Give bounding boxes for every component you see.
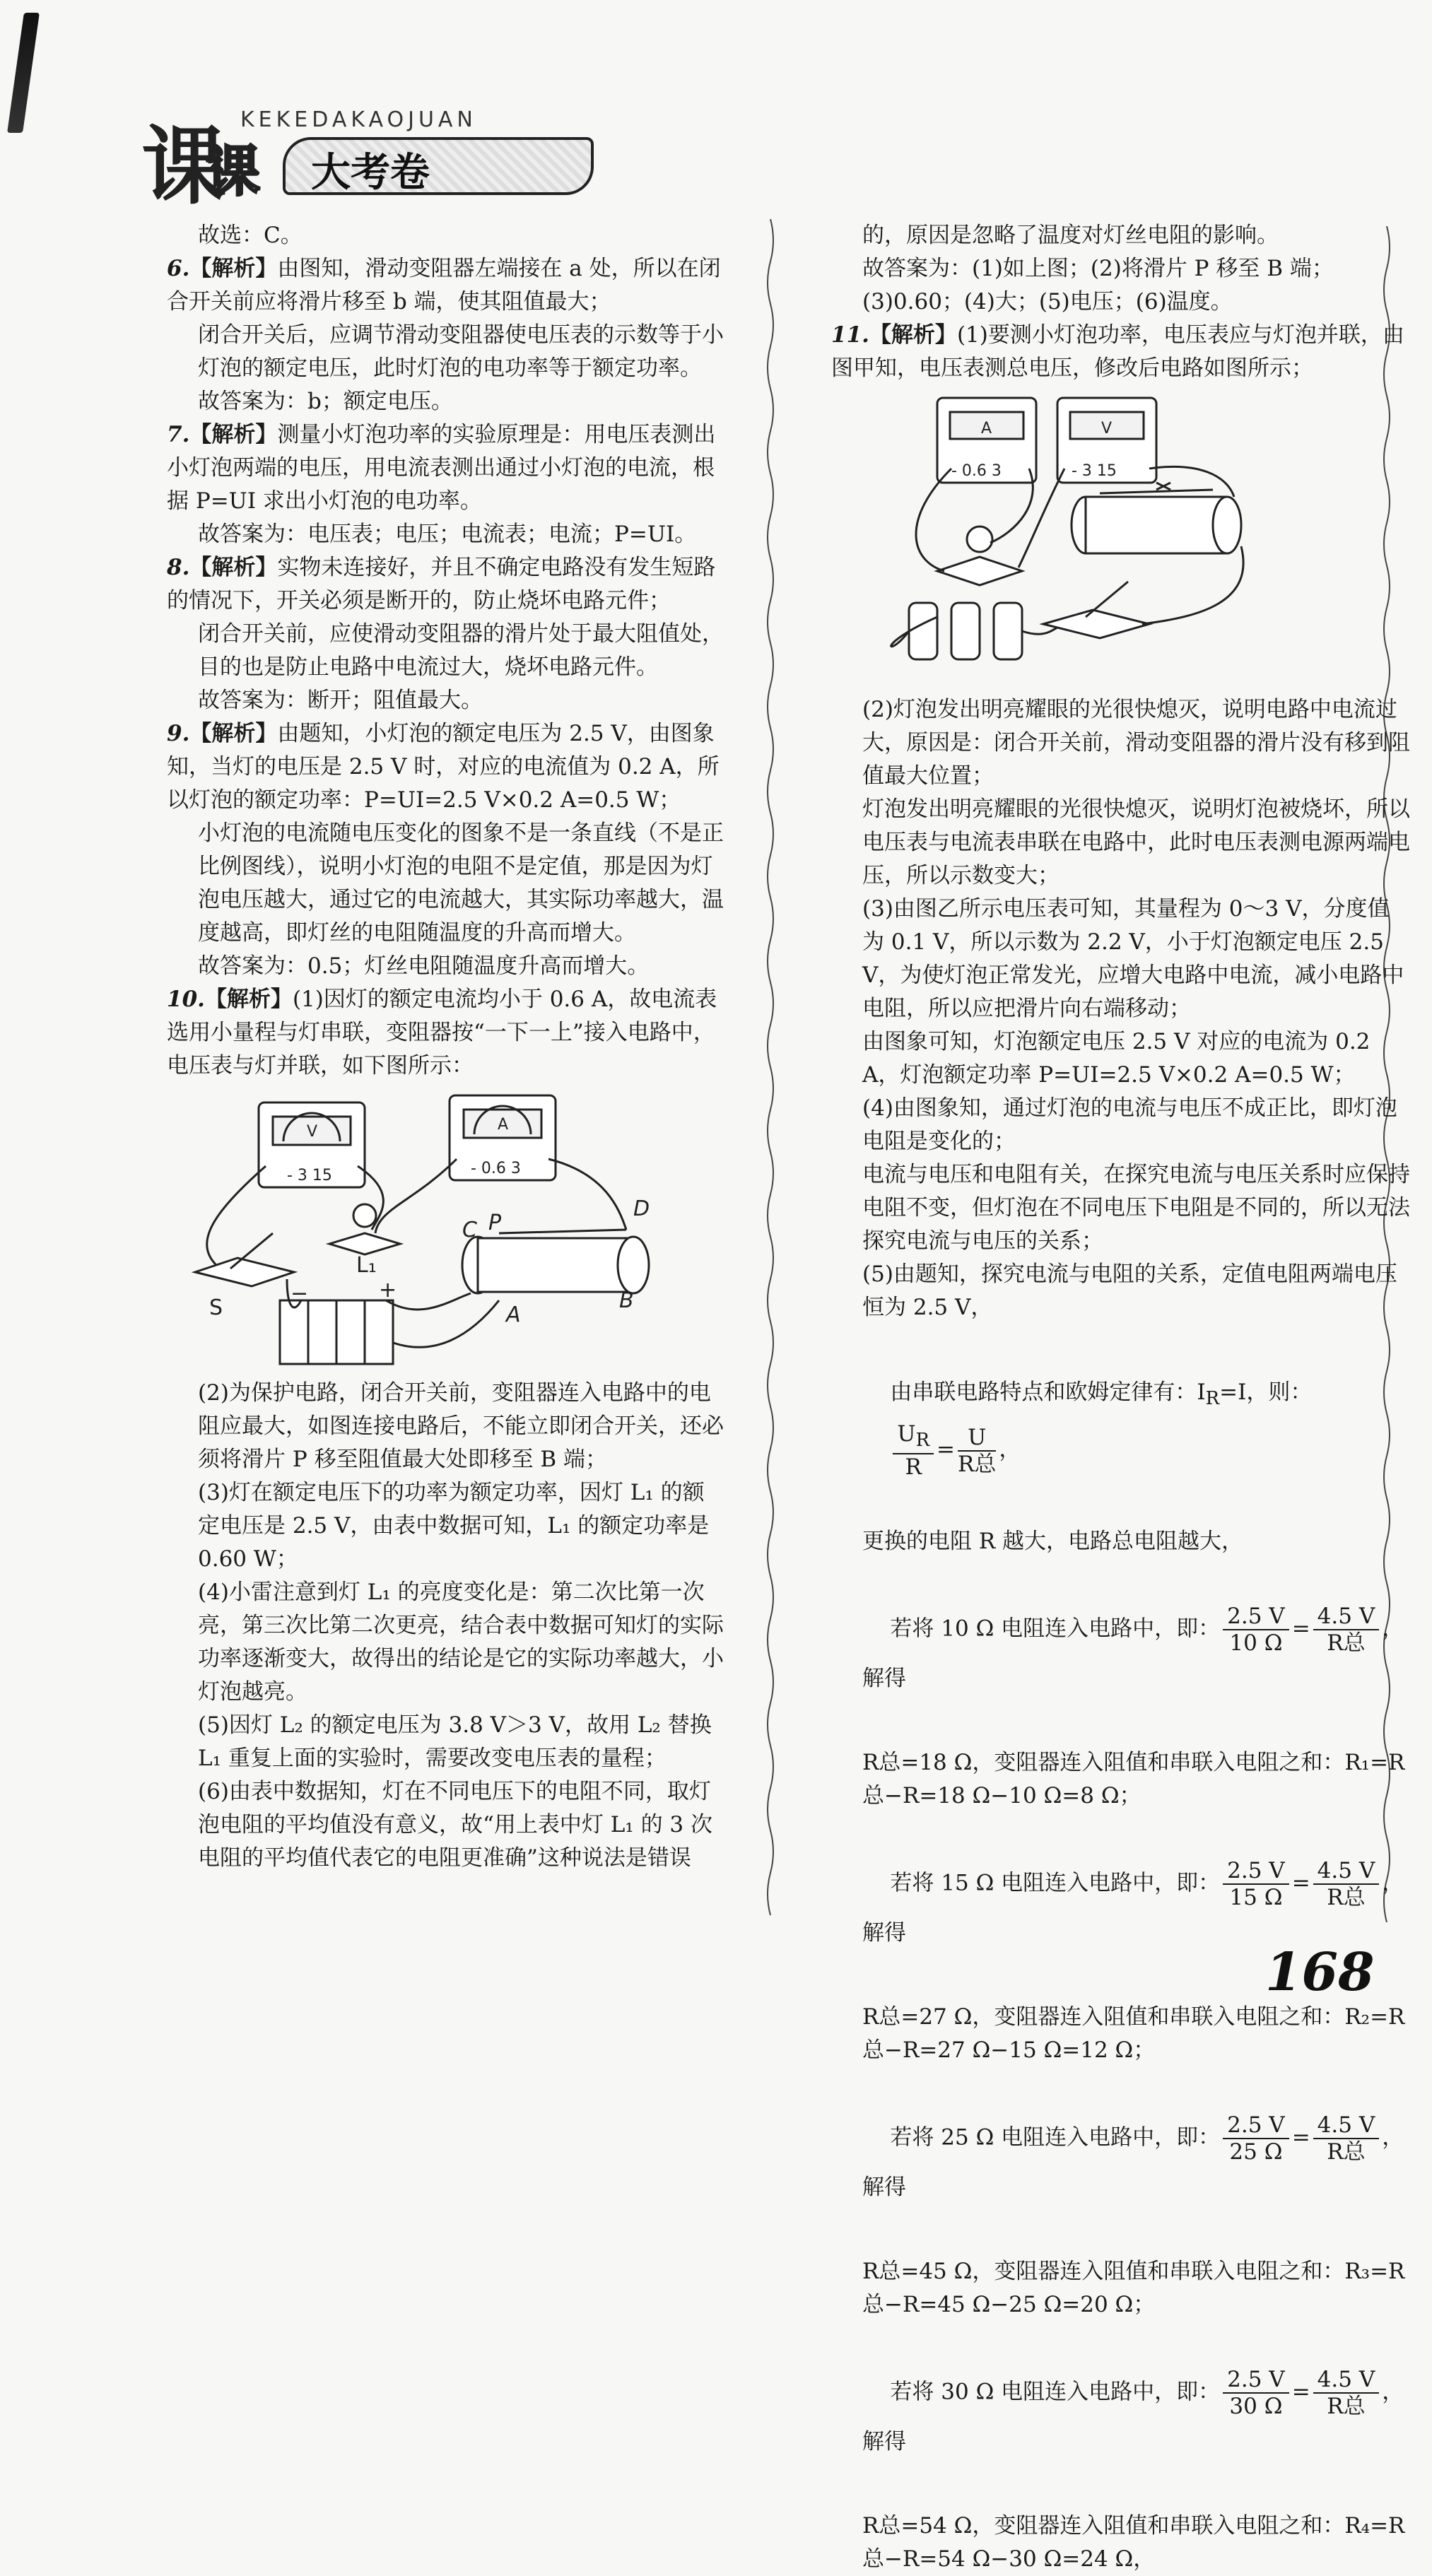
header-logo	[141, 99, 594, 216]
label-s: S	[209, 1295, 223, 1320]
voltmeter-ticks-2: - 3 15	[1072, 462, 1117, 480]
text-line: 故选：C。	[198, 223, 303, 248]
q11-b: (2)灯泡发出明亮耀眼的光很快熄灭，说明电路中电流过大，原因是：闭合开关前，滑动变阻器的滑片没有移到阻值最大位置；	[862, 697, 1410, 789]
step-2: 若将 15 Ω 电阻连入电路中，即： $\frac{2.5 V}{15 \Omega}$ = $\frac{4.5 V}{\text{R总}}$ ，解得	[862, 1858, 1404, 1946]
voltmeter-label: V	[307, 1123, 318, 1141]
q11-e: 由图象可知，灯泡额定电压 2.5 V 对应的电流为 0.2 A，灯泡额定功率 P=UI=2.5 V×0.2 A=0.5 W；	[862, 1029, 1378, 1088]
q11-d: (3)由图乙所示电压表可知，其量程为 0～3 V，分度值为 0.1 V，所以示数为 2.2 V，小于灯泡额定电压 2.5 V，为使灯泡正常发光，应增大电路中电流，减小电路中电阻，所以应把滑片向右端移动；	[862, 896, 1404, 1021]
ammeter-ticks: - 0.6 3	[471, 1160, 521, 1177]
q6-c: 故答案为：b；额定电压。	[198, 389, 453, 414]
ammeter-ticks-2: - 0.6 3	[951, 462, 1002, 480]
circuit-diagram-2	[831, 391, 1411, 688]
step-1: 若将 10 Ω 电阻连入电路中，即： $\frac{2.5 V}{10 \Omega}$ = $\frac{4.5 V}{\text{R总}}$ ，解得	[862, 1604, 1404, 1692]
logo-banner	[283, 137, 594, 195]
ammeter-label-2: A	[981, 420, 992, 437]
q11-f: (4)由图象知，通过灯泡的电流与电压不成正比，即灯泡电阻是变化的；	[862, 1095, 1397, 1154]
label-l1: L₁	[356, 1253, 377, 1278]
label-d: D	[633, 1196, 650, 1221]
q8-c: 故答案为：断开；阻值最大。	[198, 688, 483, 713]
q10-f: (6)由表中数据知，灯在不同电压下的电阻不同，取灯泡电阻的平均值没有意义，故“用上表中灯 L₁ 的 3 次电阻的平均值代表它的电阻更准确”这种说法是错误	[198, 1779, 712, 1871]
q6: 6.【解析】由图知，滑动变阻器左端接在 a 处，所以在闭合开关前应将滑片移至 b 端，使其阻值最大；	[167, 256, 721, 314]
label-a: A	[506, 1302, 521, 1327]
q8: 8.【解析】实物未连接好，并且不确定电路没有发生短路的情况下，开关必须是断开的，防止烧坏电路元件；	[167, 555, 716, 613]
step-3: 若将 25 Ω 电阻连入电路中，即： $\frac{2.5 V}{25 \Omega}$ = $\frac{4.5 V}{\text{R总}}$ ，解得	[862, 2112, 1404, 2201]
q7-b: 故答案为：电压表；电压；电流表；电流；P=UI。	[198, 522, 697, 547]
q9: 9.【解析】由题知，小灯泡的额定电压为 2.5 V，由图象知，当灯的电压是 2.5 V 时，对应的电流值为 0.2 A，所以灯泡的额定功率：P=UI=2.5 V×0.2 A=0.5 W；	[167, 721, 720, 813]
q11-g: 电流与电压和电阻有关，在探究电流与电压关系时应保持电阻不变，但灯泡在不同电压下电阻是不同的，所以无法探究电流与电压的关系；	[862, 1162, 1410, 1254]
q11-j: 更换的电阻 R 越大，电路总电阻越大，	[862, 1529, 1244, 1555]
column-divider	[763, 219, 777, 1929]
step-3-result: R总=45 Ω，变阻器连入阻值和串联入电阻之和：R₃=R总−R=45 Ω−25 Ω=20 Ω；	[862, 2259, 1405, 2318]
q7: 7.【解析】测量小灯泡功率的实验原理是：用电压表测出小灯泡两端的电压，用电流表测出通过小灯泡的电流，根据 P=UI 求出小灯泡的电功率。	[167, 422, 716, 514]
voltmeter-label-2: V	[1101, 420, 1113, 437]
voltmeter-ticks: - 3 15	[287, 1167, 332, 1184]
logo-title: 大考卷	[311, 149, 430, 196]
q10-d: (4)小雷注意到灯 L₁ 的亮度变化是：第二次比第一次亮，第三次比第二次更亮，结合表中数据可知灯的实际功率逐渐变大，故得出的结论是它的实际功率越大，小灯泡越亮。	[198, 1580, 724, 1705]
q11-i: 由串联电路特点和欧姆定律有：$I_R=I$，则： $\frac{U_R}{R}$ = $\frac{U}{\text{R总}}$ ，	[890, 1380, 1313, 1481]
label-plus: +	[379, 1278, 397, 1302]
step-1-result: R总=18 Ω，变阻器连入阻值和串联入电阻之和：R₁=R总−R=18 Ω−10 Ω=8 Ω；	[862, 1750, 1405, 1809]
r0: 的，原因是忽略了温度对灯丝电阻的影响。	[862, 223, 1279, 248]
q11-c: 灯泡发出明亮耀眼的光很快熄灭，说明灯泡被烧坏，所以电压表与电流表串联在电路中，此时电压表测电源两端电压，所以示数变大；	[862, 796, 1410, 888]
circuit-diagram-1	[167, 1088, 725, 1371]
q11-h: (5)由题知，探究电流与电阻的关系，定值电阻两端电压恒为 2.5 V，	[862, 1261, 1397, 1320]
label-c: C	[462, 1218, 477, 1242]
step-2-result: R总=27 Ω，变阻器连入阻值和串联入电阻之和：R₂=R总−R=27 Ω−15 Ω=12 Ω；	[862, 2004, 1405, 2064]
page-number: 168	[1265, 1942, 1375, 2003]
q10-c: (3)灯在额定电压下的功率为额定功率，因灯 L₁ 的额定电压是 2.5 V，由表中数据可知，L₁ 的额定功率是 0.60 W；	[198, 1480, 717, 1572]
q9-b: 小灯泡的电流随电压变化的图象不是一条直线（不是正比例图线），说明小灯泡的电阻不是定值，那是因为灯泡电压越大，通过它的电流越大，其实际功率越大，温度越高，即灯丝的电阻随温度的升高而增大。	[198, 821, 724, 946]
left-column	[167, 219, 725, 1875]
label-minus: −	[290, 1281, 309, 1306]
logo-char-outline: 课	[205, 139, 261, 204]
q8-b: 闭合开关前，应使滑动变阻器的滑片处于最大阻值处，目的也是防止电路中电流过大，烧坏电路元件。	[198, 621, 724, 680]
q10-e: (5)因灯 L₂ 的额定电压为 3.8 V＞3 V，故用 L₂ 替换 L₁ 重复上面的实验时，需要改变电压表的量程；	[198, 1712, 719, 1771]
label-b: B	[619, 1288, 634, 1313]
edge-mark	[7, 13, 40, 133]
q10: 10.【解析】(1)因灯的额定电流均小于 0.6 A，故电流表选用小量程与灯串联，变阻器按“一下一上”接入电路中，电压表与灯并联，如下图所示：	[167, 987, 717, 1078]
ammeter-label: A	[498, 1116, 509, 1134]
logo-char: 课	[141, 117, 221, 216]
q10-b: (2)为保护电路，闭合开关前，变阻器连入电路中的电阻应最大，如图连接电路后，不能立即闭合开关，还必须将滑片 P 移至阻值最大处即移至 B 端；	[198, 1380, 724, 1472]
label-p: P	[488, 1211, 502, 1235]
q11: 11.【解析】(1)要测小灯泡功率，电压表应与灯泡并联，由图甲知，电压表测总电压，修改后电路如图所示；	[831, 322, 1404, 381]
step-4-result: R总=54 Ω，变阻器连入阻值和串联入电阻之和：R₄=R总−R=54 Ω−30 Ω=24 Ω，	[862, 2513, 1405, 2572]
right-column	[831, 219, 1411, 2576]
q9-c: 故答案为：0.5；灯丝电阻随温度升高而增大。	[198, 953, 650, 979]
q6-b: 闭合开关后，应调节滑动变阻器使电压表的示数等于小灯泡的额定电压，此时灯泡的电功率等于额定功率。	[198, 322, 724, 381]
step-4: 若将 30 Ω 电阻连入电路中，即： $\frac{2.5 V}{30 \Omega}$ = $\frac{4.5 V}{\text{R总}}$ ，解得	[862, 2367, 1404, 2455]
r1: 故答案为：(1)如上图；(2)将滑片 P 移至 B 端；(3)0.60；(4)大；(5)电压；(6)温度。	[862, 256, 1334, 314]
logo-pinyin: KEKEDAKAOJUAN	[240, 107, 477, 132]
